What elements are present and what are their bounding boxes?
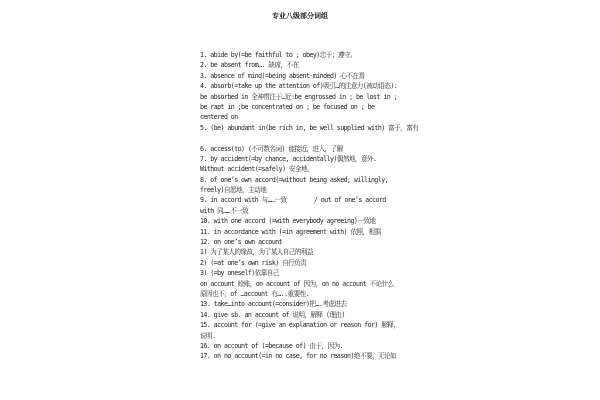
document-line: 15. account for (=give an explanation or reason for) 解释，: [200, 321, 400, 330]
document-line: 2) (=at one’s own risk) 自行负责: [200, 258, 307, 267]
document-line: Without accident(=safely) 安全地，: [200, 165, 314, 174]
document-line: freely)自愿地，主动地: [200, 186, 267, 195]
document-line: 16. on account of (=because of) 由于，因为.: [200, 341, 344, 350]
document-line: 7. by accident(=by chance, accidentally)偶然地，意外.: [200, 154, 377, 163]
document-line: be absorbed in 全神贯注于…近:be engrossed in ; be lost in ;: [200, 92, 397, 101]
document-line: on account 赊账，on account of 因为，on no account 不论什么: [200, 279, 394, 288]
document-line: 8. of one’s own accord(=without being asked; willingly,: [200, 175, 389, 184]
document-line: 4. absorb(=take up the attention of)吸引…的注意力(被动语态):: [200, 82, 398, 91]
document-line: 11. in accordance with (=in agreement with) 依照，根据: [200, 227, 381, 236]
document-line: 9. in accord with 与……一致 / out of one’s accord: [200, 196, 386, 205]
document-line: 13. take…into account(=consider)把….考虑进去: [200, 300, 347, 309]
document-line: with 同……不一致: [200, 206, 249, 215]
document-line: 5. (be) abundant in(be rich in, be well supplied with) 富于，富有: [200, 123, 419, 132]
document-line: 14. give sb. an account of 说明，解释 (理由): [200, 310, 345, 319]
document-line: 3. absence of mind(=being absent-minded) 心不在焉: [200, 71, 365, 80]
document-line: be rapt in ;be concentrated on ; be focused on ; be: [200, 102, 375, 111]
document-line: 10. with one accord (=with everybody agreeing)一致地: [200, 217, 376, 226]
document-line: 12. on one’s own account: [200, 238, 283, 247]
document-line: 1. abide by(=be faithful to ; obey)忠于；遵守。: [200, 51, 356, 59]
document-title: 专业八级部分词组: [272, 12, 328, 20]
document-line: 1) 为了某人的缘故，为了某人自己的利益: [200, 248, 314, 257]
document-body: [200, 50, 430, 362]
document-line: 6. access(to) (不可数名词) 能接近，进入，了解: [200, 144, 343, 153]
document-line: 说明.: [200, 331, 216, 340]
document-line: 17. on no account(=in no case, for no reason)绝不要，无论如: [200, 352, 397, 361]
document-line: 2. be absent from…. 缺席，不在: [200, 61, 299, 70]
document-line: centered on: [200, 113, 238, 122]
document-line: 原因也不，of …account 有…..重要性.: [200, 289, 310, 298]
document-line: 3) (=by oneself)依靠自己: [200, 269, 279, 278]
